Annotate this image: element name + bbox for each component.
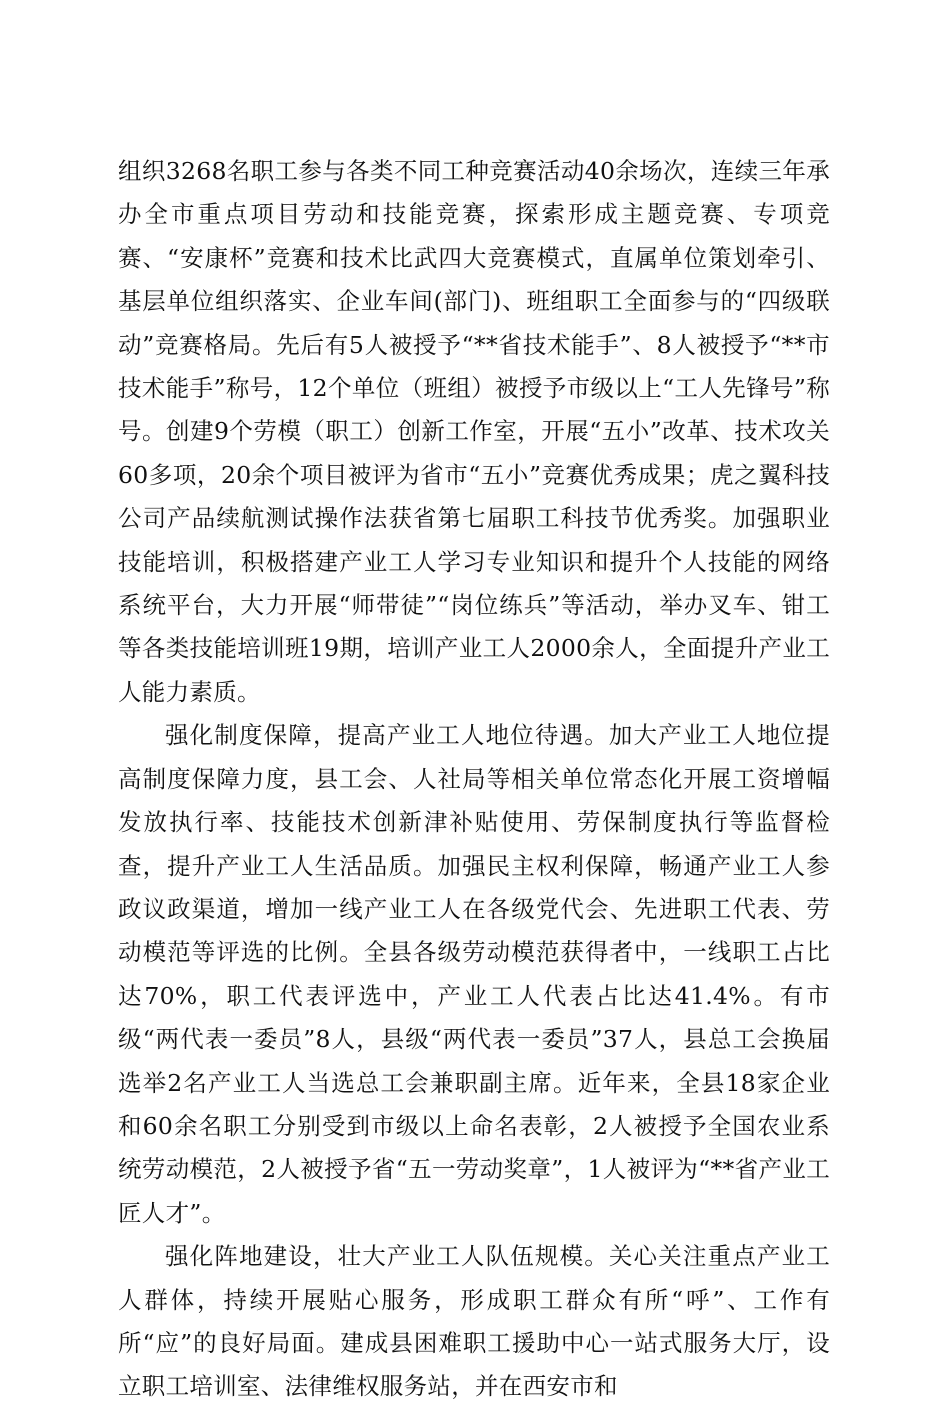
paragraph-2: 强化制度保障，提高产业工人地位待遇。加大产业工人地位提高制度保障力度，县工会、人社局等相关单位常态化开展工资增幅发放执行率、技能技术创新津补贴使用、劳保制度执行等监督检查，提升产业工人生活品质。加强民主权利保障，畅通产业工人参政议政渠道，增加一线产业工人在各级党代会、先进职工代表、劳动模范等评选的比例。全县各级劳动模范获得者中，一线职工占比达70%，职工代表评选中，产业工人代表占比达41.4%。有市级“两代表一委员”8人，县级“两代表一委员”37人，县总工会换届选举2名产业工人当选总工会兼职副主席。近年来，全县18家企业和60余名职工分别受到市级以上命名表彰，2人被授予全国农业系统劳动模范，2人被授予省“五一劳动奖章”，1人被评为“**省产业工匠人才”。	[118, 721, 830, 1227]
document-body	[118, 150, 830, 1409]
paragraph-1: 组织3268名职工参与各类不同工种竞赛活动40余场次，连续三年承办全市重点项目劳动和技能竞赛，探索形成主题竞赛、专项竞赛、“安康杯”竞赛和技术比武四大竞赛模式，直属单位策划牵引、基层单位组织落实、企业车间(部门)、班组职工全面参与的“四级联动”竞赛格局。先后有5人被授予“**省技术能手”、8人被授予“**市技术能手”称号，12个单位（班组）被授予市级以上“工人先锋号”称号。创建9个劳模（职工）创新工作室，开展“五小”改革、技术攻关60多项，20余个项目被评为省市“五小”竞赛优秀成果；虎之翼科技公司产品续航测试操作法获省第七届职工科技节优秀奖。加强职业技能培训，积极搭建产业工人学习专业知识和提升个人技能的网络系统平台，大力开展“师带徒”“岗位练兵”等活动，举办叉车、钳工等各类技能培训班19期，培训产业工人2000余人，全面提升产业工人能力素质。	[118, 157, 830, 706]
paragraph-3: 强化阵地建设，壮大产业工人队伍规模。关心关注重点产业工人群体，持续开展贴心服务，形成职工群众有所“呼”、工作有所“应”的良好局面。建成县困难职工援助中心一站式服务大厅，设立职工培训室、法律维权服务站，并在西安市和	[118, 1242, 830, 1401]
